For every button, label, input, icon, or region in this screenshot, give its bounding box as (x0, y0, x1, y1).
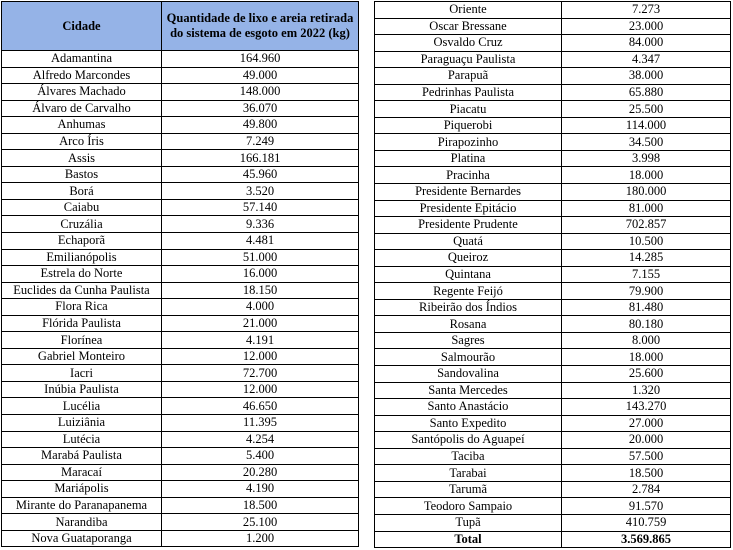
city-cell: Sandovalina (375, 366, 562, 383)
quantity-cell: 16.000 (162, 266, 359, 283)
city-cell: Narandiba (2, 514, 162, 531)
quantity-cell: 81.000 (562, 200, 731, 217)
table-row (2, 415, 359, 432)
quantity-cell: 12.000 (162, 381, 359, 398)
table-row (375, 2, 731, 19)
table-row (375, 448, 731, 465)
city-cell: Oscar Bressane (375, 18, 562, 35)
table-row (375, 349, 731, 366)
city-cell: Tupã (375, 514, 562, 531)
city-cell: Santópolis do Aguapeí (375, 432, 562, 449)
city-cell: Teodoro Sampaio (375, 498, 562, 515)
city-cell: Rosana (375, 316, 562, 333)
quantity-cell: 4.190 (162, 481, 359, 498)
city-cell: Santa Mercedes (375, 382, 562, 399)
table-row (375, 399, 731, 416)
table-row (375, 51, 731, 68)
quantity-cell: 7.249 (162, 133, 359, 150)
quantity-cell: 5.400 (162, 448, 359, 465)
quantity-cell: 14.285 (562, 250, 731, 267)
quantity-cell: 1.320 (562, 382, 731, 399)
quantity-cell: 2.784 (562, 481, 731, 498)
left-table (1, 1, 359, 547)
quantity-cell: 25.600 (562, 366, 731, 383)
table-row (2, 365, 359, 382)
city-cell: Santo Anastácio (375, 399, 562, 416)
quantity-cell: 164.960 (162, 51, 359, 68)
table-row (2, 332, 359, 349)
table-row (375, 382, 731, 399)
left-table-body (2, 51, 359, 547)
city-cell: Assis (2, 150, 162, 167)
city-cell: Presidente Bernardes (375, 184, 562, 201)
table-row (375, 498, 731, 515)
quantity-cell: 114.000 (562, 117, 731, 134)
table-row (2, 84, 359, 101)
city-cell: Mirante do Paranapanema (2, 497, 162, 514)
city-cell: Caiabu (2, 199, 162, 216)
quantity-cell: 72.700 (162, 365, 359, 382)
table-row (375, 366, 731, 383)
table-row (375, 68, 731, 85)
table-row (375, 200, 731, 217)
table-row (375, 415, 731, 432)
quantity-cell: 10.500 (562, 233, 731, 250)
quantity-cell: 12.000 (162, 348, 359, 365)
quantity-cell: 27.000 (562, 415, 731, 432)
table-row (375, 167, 731, 184)
city-cell: Parapuã (375, 68, 562, 85)
table-row (2, 315, 359, 332)
table-row (375, 18, 731, 35)
quantity-cell: 4.191 (162, 332, 359, 349)
city-cell: Arco Íris (2, 133, 162, 150)
table-row (375, 481, 731, 498)
city-cell: Luiziânia (2, 415, 162, 432)
city-cell: Salmourão (375, 349, 562, 366)
table-row (2, 117, 359, 134)
quantity-cell: 46.650 (162, 398, 359, 415)
quantity-cell: 702.857 (562, 217, 731, 234)
table-row (2, 150, 359, 167)
quantity-cell: 4.254 (162, 431, 359, 448)
city-cell: Presidente Prudente (375, 217, 562, 234)
city-cell: Tarabai (375, 465, 562, 482)
table-row (2, 51, 359, 68)
quantity-cell: 45.960 (162, 166, 359, 183)
quantity-cell: 18.000 (562, 167, 731, 184)
city-cell: Euclides da Cunha Paulista (2, 282, 162, 299)
quantity-cell: 20.000 (562, 432, 731, 449)
table-row (2, 299, 359, 316)
city-cell: Flora Rica (2, 299, 162, 316)
city-cell: Álvares Machado (2, 84, 162, 101)
quantity-cell: 9.336 (162, 216, 359, 233)
quantity-header: Quantidade de lixo e areia retirada do sistema de esgoto em 2022 (kg) (162, 2, 359, 51)
city-cell: Presidente Epitácio (375, 200, 562, 217)
city-cell: Gabriel Monteiro (2, 348, 162, 365)
table-row (2, 481, 359, 498)
quantity-cell: 38.000 (562, 68, 731, 85)
city-cell: Borá (2, 183, 162, 200)
table-row (375, 250, 731, 267)
quantity-cell: 91.570 (562, 498, 731, 515)
table-row (2, 530, 359, 547)
quantity-cell: 79.900 (562, 283, 731, 300)
quantity-cell: 4.481 (162, 233, 359, 250)
quantity-cell: 84.000 (562, 35, 731, 52)
quantity-cell: 25.100 (162, 514, 359, 531)
header-row (2, 2, 359, 51)
table-row (375, 465, 731, 482)
quantity-cell: 23.000 (562, 18, 731, 35)
city-cell: Pracinha (375, 167, 562, 184)
city-cell: Tarumã (375, 481, 562, 498)
table-row (2, 249, 359, 266)
table-row (2, 133, 359, 150)
table-row (2, 381, 359, 398)
city-cell: Sagres (375, 332, 562, 349)
city-cell: Queiroz (375, 250, 562, 267)
city-cell: Marabá Paulista (2, 448, 162, 465)
quantity-cell: 148.000 (162, 84, 359, 101)
city-cell: Iacri (2, 365, 162, 382)
table-row (375, 316, 731, 333)
city-cell: Inúbia Paulista (2, 381, 162, 398)
quantity-cell: 7.273 (562, 2, 731, 19)
quantity-cell: 180.000 (562, 184, 731, 201)
table-row (375, 217, 731, 234)
quantity-cell: 21.000 (162, 315, 359, 332)
right-table-body (375, 2, 731, 532)
quantity-cell: 25.500 (562, 101, 731, 118)
table-row (2, 282, 359, 299)
city-cell: Álvaro de Carvalho (2, 100, 162, 117)
table-row (2, 514, 359, 531)
table-row (2, 233, 359, 250)
quantity-cell: 18.150 (162, 282, 359, 299)
city-cell: Anhumas (2, 117, 162, 134)
table-row (375, 233, 731, 250)
total-row (375, 531, 731, 547)
table-row (375, 84, 731, 101)
table-row (375, 101, 731, 118)
table-row (375, 35, 731, 52)
quantity-cell: 4.347 (562, 51, 731, 68)
table-row (2, 183, 359, 200)
city-cell: Mariápolis (2, 481, 162, 498)
table-row (375, 514, 731, 531)
table-row (375, 184, 731, 201)
quantity-cell: 18.000 (562, 349, 731, 366)
table-row (375, 150, 731, 167)
city-cell: Ribeirão dos Índios (375, 299, 562, 316)
city-cell: Cruzália (2, 216, 162, 233)
quantity-cell: 81.480 (562, 299, 731, 316)
quantity-cell: 49.000 (162, 67, 359, 84)
city-cell: Platina (375, 150, 562, 167)
city-cell: Taciba (375, 448, 562, 465)
city-cell: Quintana (375, 266, 562, 283)
city-cell: Paraguaçu Paulista (375, 51, 562, 68)
table-row (2, 266, 359, 283)
quantity-cell: 166.181 (162, 150, 359, 167)
city-header: Cidade (2, 2, 162, 51)
city-cell: Emilianópolis (2, 249, 162, 266)
city-cell: Pedrinhas Paulista (375, 84, 562, 101)
quantity-cell: 80.180 (562, 316, 731, 333)
city-cell: Alfredo Marcondes (2, 67, 162, 84)
city-cell: Pirapozinho (375, 134, 562, 151)
city-cell: Adamantina (2, 51, 162, 68)
quantity-cell: 20.280 (162, 464, 359, 481)
quantity-cell: 49.800 (162, 117, 359, 134)
quantity-cell: 36.070 (162, 100, 359, 117)
city-cell: Santo Expedito (375, 415, 562, 432)
quantity-cell: 4.000 (162, 299, 359, 316)
total-label: Total (375, 531, 562, 547)
city-cell: Regente Feijó (375, 283, 562, 300)
city-cell: Echaporã (2, 233, 162, 250)
city-cell: Quatá (375, 233, 562, 250)
city-cell: Piquerobi (375, 117, 562, 134)
quantity-cell: 11.395 (162, 415, 359, 432)
table-row (2, 348, 359, 365)
city-cell: Lucélia (2, 398, 162, 415)
table-row (2, 464, 359, 481)
table-row (375, 134, 731, 151)
quantity-cell: 18.500 (562, 465, 731, 482)
table-row (2, 431, 359, 448)
table-row (2, 398, 359, 415)
quantity-cell: 3.520 (162, 183, 359, 200)
quantity-cell: 3.998 (562, 150, 731, 167)
quantity-cell: 143.270 (562, 399, 731, 416)
city-cell: Florínea (2, 332, 162, 349)
quantity-cell: 34.500 (562, 134, 731, 151)
table-row (2, 100, 359, 117)
quantity-cell: 410.759 (562, 514, 731, 531)
city-cell: Maracaí (2, 464, 162, 481)
table-row (2, 448, 359, 465)
table-row (375, 266, 731, 283)
city-cell: Flórida Paulista (2, 315, 162, 332)
table-row (375, 299, 731, 316)
city-cell: Estrela do Norte (2, 266, 162, 283)
table-row (375, 332, 731, 349)
quantity-cell: 51.000 (162, 249, 359, 266)
city-cell: Oriente (375, 2, 562, 19)
table-row (2, 199, 359, 216)
table-row (2, 216, 359, 233)
city-cell: Bastos (2, 166, 162, 183)
quantity-cell: 1.200 (162, 530, 359, 547)
table-row (2, 67, 359, 84)
table-row (375, 283, 731, 300)
table-row (375, 432, 731, 449)
quantity-cell: 8.000 (562, 332, 731, 349)
city-cell: Nova Guataporanga (2, 530, 162, 547)
quantity-cell: 18.500 (162, 497, 359, 514)
table-row (2, 497, 359, 514)
quantity-cell: 7.155 (562, 266, 731, 283)
city-cell: Lutécia (2, 431, 162, 448)
quantity-cell: 57.500 (562, 448, 731, 465)
city-cell: Piacatu (375, 101, 562, 118)
quantity-cell: 57.140 (162, 199, 359, 216)
city-cell: Osvaldo Cruz (375, 35, 562, 52)
right-table (374, 1, 731, 548)
table-row (2, 166, 359, 183)
quantity-cell: 65.880 (562, 84, 731, 101)
total-value: 3.569.865 (562, 531, 731, 547)
table-row (375, 117, 731, 134)
